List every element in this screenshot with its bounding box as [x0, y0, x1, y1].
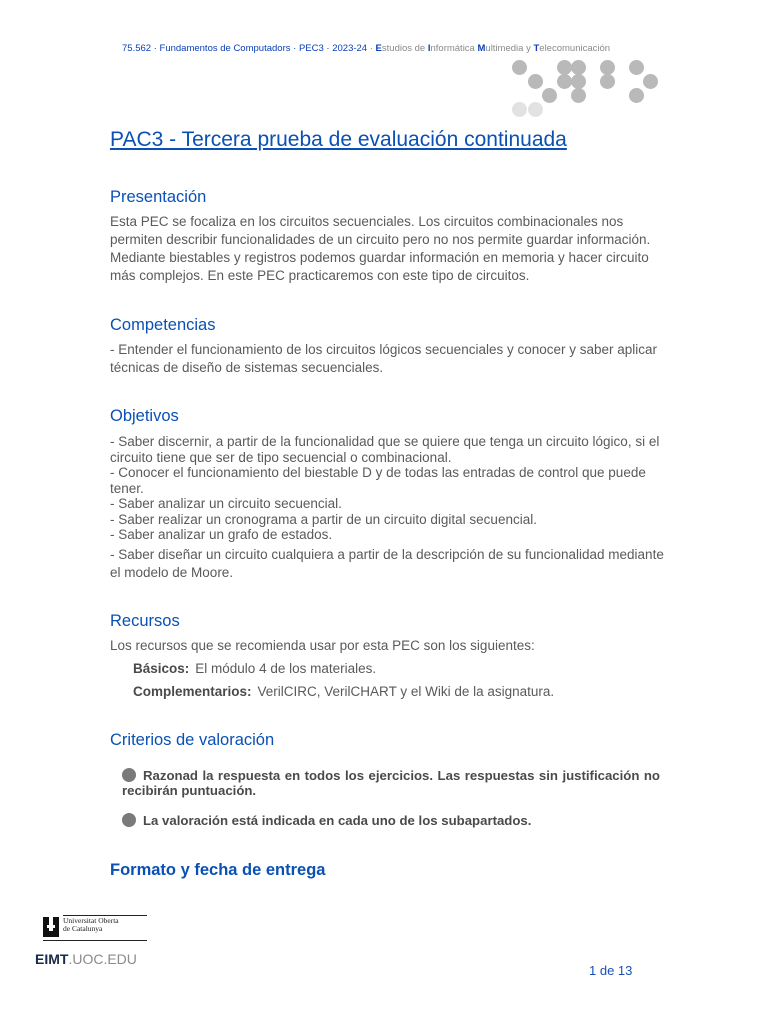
- bullet-icon: [122, 813, 136, 827]
- bullet-icon: [122, 768, 136, 782]
- recurso-basicos: [133, 661, 376, 676]
- studies-name: Estudios de Informática Multimedia y Telecomunicación: [375, 43, 611, 54]
- pec-label: PEC3: [298, 43, 324, 54]
- course-name: Fundamentos de Computadors: [159, 43, 291, 54]
- section-heading-objetivos: Objetivos: [110, 407, 179, 425]
- objetivos-list: [110, 434, 665, 543]
- competencias-text: - Entender el funcionamiento de los circuitos lógicos secuenciales y conocer y saber aplicar técnicas de diseño de sistemas secuenciales.: [110, 342, 658, 375]
- academic-year: 2023-24: [332, 43, 368, 54]
- section-heading-presentacion: Presentación: [110, 188, 207, 206]
- section-heading-criterios: Criterios de valoración: [110, 731, 275, 749]
- eimt-link[interactable]: EIMT.UOC.EDU: [35, 951, 137, 967]
- recursos-intro: Los recursos que se recomienda usar por esta PEC son los siguientes:: [110, 638, 535, 653]
- recurso-complementarios-label: Complementarios:: [133, 684, 252, 699]
- page-title: PAC3 - Tercera prueba de evaluación continuada: [110, 128, 567, 151]
- objetivo-item: - Saber discernir, a partir de la funcionalidad que se quiere que tenga un circuito lógico, si el circuito tiene que ser de tipo secuencial o combinacional.: [110, 434, 660, 465]
- criterio-item: La valoración está indicada en cada uno de los subapartados.: [122, 813, 660, 828]
- decorative-dots: [508, 58, 668, 120]
- objetivo-item-last: - Saber diseñar un circuito cualquiera a partir de la descripción de su funcionalidad mediante el modelo de Moore.: [110, 547, 664, 580]
- page-number: 1 de 13: [589, 963, 633, 978]
- logo-rule: [43, 940, 147, 941]
- presentacion-text: Esta PEC se focaliza en los circuitos secuenciales. Los circuitos combinacionales nos permiten describir funcionalidades de un circuito pero no nos permite guardar información. Mediante biestables y registros podemos guardar información en memoria y hacer circuito más complejos. En este PEC practicaremos con este tipo de circuitos.: [110, 214, 651, 283]
- recurso-basicos-value: El módulo 4 de los materiales.: [195, 661, 377, 676]
- recurso-basicos-label: Básicos:: [133, 661, 190, 676]
- recurso-complementarios: [133, 684, 554, 699]
- objetivo-item: - Saber realizar un cronograma a partir de un circuito digital secuencial.: [110, 511, 537, 527]
- objetivo-item: - Saber analizar un grafo de estados.: [110, 527, 333, 542]
- course-code: 75.562: [122, 43, 152, 54]
- objetivo-item: - Saber analizar un circuito secuencial.: [110, 496, 342, 511]
- logo-wordmark: Universitat Oberta de Catalunya: [63, 916, 119, 933]
- section-heading-recursos: Recursos: [110, 612, 180, 630]
- section-heading-formato: Formato y fecha de entrega: [110, 861, 326, 879]
- criterio-item: Razonad la respuesta en todos los ejercicios. Las respuestas sin justificación no recibirán puntuación.: [122, 768, 660, 798]
- recurso-complementarios-value: VerilCIRC, VerilCHART y el Wiki de la asignatura.: [257, 684, 555, 699]
- section-heading-competencias: Competencias: [110, 316, 216, 334]
- document-header: 75.562 · Fundamentos de Computadors · PEC3 · 2023-24 · Estudios de Informática Multimedia y Telecomunicación: [122, 43, 611, 54]
- objetivo-item: - Conocer el funcionamiento del biestable D y de todas las entradas de control que puede tener.: [110, 465, 646, 496]
